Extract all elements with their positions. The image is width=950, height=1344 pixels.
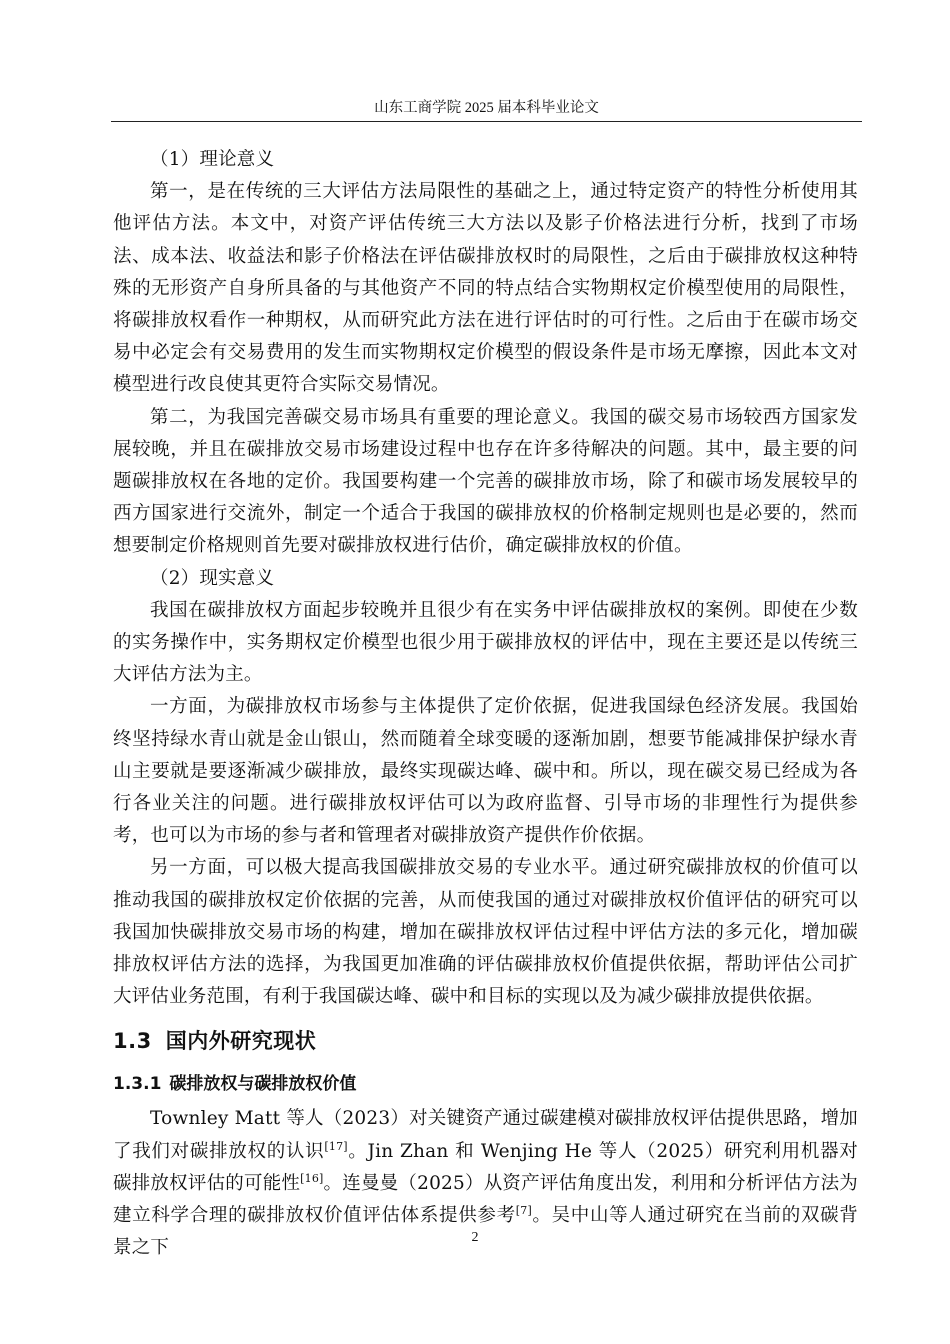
paragraph: 第一，是在传统的三大评估方法局限性的基础之上，通过特定资产的特性分析使用其他评估方法。本文中，对资产评估传统三大方法以及影子价格法进行分析，找到了市场法、成本法、收益法和影子价格法在评估碳排放权时的局限性，之后由于碳排放权这种特殊的无形资产自身所具备的与其他资产不同的特点结合实物期权定价模型使用的局限性，将碳排放权看作一种期权，从而研究此方法在进行评估时的可行性。之后由于在碳市场交易中必定会有交易费用的发生而实物期权定价模型的假设条件是市场无摩擦，因此本文对模型进行改良使其更符合实际交易情况。 (113, 181, 858, 396)
paragraph-text: 。Jin Zhan 和 Wenjing He 等人（2025）研究利用机器对碳排放权评估的可能性 (113, 1140, 858, 1194)
paragraph: 我国在碳排放权方面起步较晚并且很少有在实务中评估碳排放权的案例。即使在少数的实务操作中，实务期权定价模型也很少用于碳排放权的评估中，现在主要还是以传统三大评估方法为主。 (113, 599, 858, 686)
paragraph: 一方面，为碳排放权市场参与主体提供了定价依据，促进我国绿色经济发展。我国始终坚持绿水青山就是金山银山，然而随着全球变暖的逐渐加剧，想要节能减排保护绿水青山主要就是要逐渐减少碳排放，最终实现碳达峰、碳中和。所以，现在碳交易已经成为各行各业关注的问题。进行碳排放权评估可以为政府监督、引导市场的非理性行为提供参考，也可以为市场的参与者和管理者对碳排放资产提供作价依据。 (113, 696, 858, 847)
paragraph: 另一方面，可以极大提高我国碳排放交易的专业水平。通过研究碳排放权的价值可以推动我国的碳排放权定价依据的完善，从而使我国的通过对碳排放权价值评估的研究可以我国加快碳排放交易市场的构建，增加在碳排放权评估过程中评估方法的多元化，增加碳排放权评估方法的选择，为我国更加准确的评估碳排放权价值提供依据，帮助评估公司扩大评估业务范围，有利于我国碳达峰、碳中和目标的实现以及为减少碳排放提供依据。 (113, 857, 858, 1008)
citation-ref: [16] (300, 1171, 324, 1185)
section-heading (113, 1023, 858, 1059)
citation-ref: [17] (324, 1139, 348, 1153)
citation-ref: [7] (515, 1203, 532, 1217)
running-header: 山东工商学院 2025 届本科毕业论文 (374, 100, 599, 116)
paragraph-text: Townley Matt 等人（2023）对关键资产通过碳建模对碳排放权评估提供思路，增加了我们对碳排放权的认识 (113, 1108, 858, 1162)
paragraph-text: 。连曼曼（2025）从资产评估角度出发，利用和分析评估方法为建立科学合理的碳排放权价值评估体系提供参考 (113, 1172, 858, 1227)
subsection-number: 1.3.1 (113, 1074, 162, 1095)
header-rule (111, 121, 862, 122)
page-body (113, 144, 858, 1265)
paragraph: 第二，为我国完善碳交易市场具有重要的理论意义。我国的碳交易市场较西方国家发展较晚，并且在碳排放交易市场建设过程中也存在许多待解决的问题。其中，最主要的问题碳排放权在各地的定价。我国要构建一个完善的碳排放市场，除了和碳市场发展较早的西方国家进行交流外，制定一个适合于我国的碳排放权的价格制定规则也是必要的，然而想要制定价格规则首先要对碳排放权进行估价，确定碳排放权的价值。 (113, 406, 858, 557)
section-title: 国内外研究现状 (165, 1029, 317, 1054)
subsection-title: 碳排放权与碳排放权价值 (169, 1074, 357, 1095)
subsection-heading-theory: （1）理论意义 (150, 149, 275, 170)
subsection-heading (113, 1067, 858, 1101)
page-number: 2 (471, 1230, 479, 1245)
section-number: 1.3 (113, 1029, 152, 1054)
paragraph-text: 。吴中山等人通过研究在当前的双碳背景之下 (113, 1205, 858, 1259)
subsection-heading-practice: （2）现实意义 (150, 567, 275, 589)
